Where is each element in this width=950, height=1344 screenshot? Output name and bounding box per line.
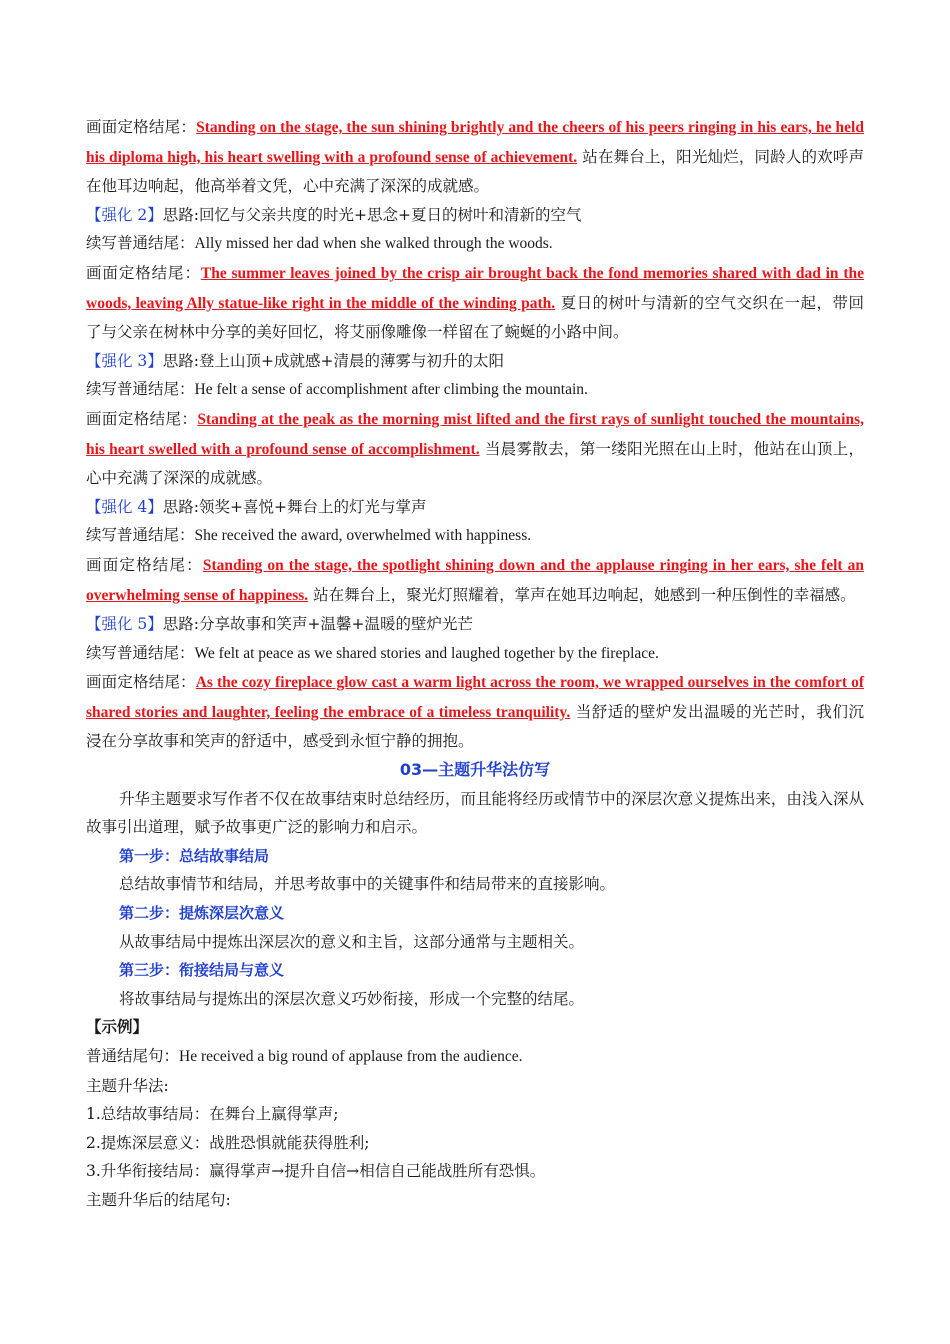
reinforce-5-freeze — [86, 668, 864, 756]
freeze-ending-chinese: 夏日的树叶与清新的空气交织在一起，带回了与父亲在树林中分享的美好回忆，将艾丽像雕像一样留在了蜿蜒的小路中间。 — [86, 293, 864, 342]
reinforce-tag: 【强化 4】 — [86, 497, 163, 516]
freeze-ending-label: 画面定格结尾： — [86, 263, 201, 282]
freeze-ending-chinese: 当舒适的壁炉发出温暖的光芒时，我们沉浸在分享故事和笑声的舒适中，感受到永恒宁静的拥抱。 — [86, 702, 864, 751]
step-1-title: 第一步：总结故事结局 — [119, 846, 270, 865]
reinforce-tag: 【强化 5】 — [86, 615, 163, 634]
example-plain — [86, 1042, 864, 1072]
plain-ending-text: We felt at peace as we shared stories and laughed together by the fireplace. — [194, 644, 659, 662]
freeze-ending-label: 画面定格结尾： — [86, 118, 197, 136]
reinforce-4-idea — [86, 493, 864, 522]
reinforce-3-idea — [86, 347, 864, 376]
plain-ending-text: He received a big round of applause from the audience. — [179, 1048, 523, 1065]
step-3-text: 将故事结局与提炼出的深层次意义巧妙衔接，形成一个完整的结尾。 — [119, 989, 585, 1008]
freeze-ending-chinese: 当晨雾散去，第一缕阳光照在山上时，他站在山顶上，心中充满了深深的成就感。 — [86, 439, 864, 488]
step-2-title: 第二步：提炼深层次意义 — [119, 904, 285, 923]
step-1-text: 总结故事情节和结局，并思考故事中的关键事件和结局带来的直接影响。 — [119, 875, 616, 894]
reinforce-3-plain — [86, 375, 864, 405]
reinforce-4-freeze — [86, 551, 864, 610]
freeze-ending-english: The summer leaves joined by the crisp air brought back the fond memories shared with dad in the woods, leaving Ally statue-like right in the middle of the winding path. — [86, 264, 864, 312]
plain-ending-label: 续写普通结尾： — [86, 234, 195, 253]
example-final-label: 主题升华后的结尾句: — [86, 1190, 231, 1209]
example-tag: 【示例】 — [86, 1017, 149, 1037]
example-item-2: 2.提炼深层意义：战胜恐惧就能获得胜利; — [86, 1133, 370, 1152]
reinforce-4-plain — [86, 521, 864, 551]
idea-text: 思路:分享故事和笑声+温馨+温暖的壁炉光芒 — [162, 615, 473, 634]
plain-ending-text: She received the award, overwhelmed with happiness. — [194, 527, 532, 545]
section-title: 03—主题升华法仿写 — [399, 760, 551, 780]
reinforce-2-plain — [86, 229, 864, 259]
plain-ending-label: 续写普通结尾： — [86, 526, 195, 545]
freeze-ending-english: Standing on the stage, the spotlight shining down and the applause ringing in her ears, she felt an overwhelming sense of happiness. — [86, 556, 864, 604]
plain-ending-label: 普通结尾句： — [86, 1047, 180, 1065]
reinforce-tag: 【强化 2】 — [86, 205, 163, 224]
section-intro: 升华主题要求写作者不仅在故事结束时总结经历，而且能将经历或情节中的深层次意义提炼出来，由浅入深从故事引出道理，赋予故事更广泛的影响力和启示。 — [86, 789, 864, 837]
freeze-ending-english: Standing on the stage, the sun shining brightly and the cheers of his peers ringing in his ears, he held his diploma high, his heart swelling with a profound sense of achievement. — [86, 119, 864, 166]
freeze-ending-english: Standing at the peak as the morning mist lifted and the first rays of sunlight touched the mountains, his heart swelled with a profound sense of accomplishment. — [86, 410, 864, 458]
idea-text: 思路:领奖+喜悦+舞台上的灯光与掌声 — [162, 497, 427, 516]
example-item-3: 3.升华衔接结局：赢得掌声→提升自信→相信自己能战胜所有恐惧。 — [86, 1162, 546, 1181]
freeze-ending-chinese: 站在舞台上，阳光灿烂，同龄人的欢呼声在他耳边响起，他高举着文凭，心中充满了深深的成就感。 — [86, 147, 864, 196]
example-item-1: 1.总结故事结局：在舞台上赢得掌声; — [86, 1105, 339, 1124]
reinforce-5-plain — [86, 639, 864, 669]
freeze-ending-label: 画面定格结尾： — [86, 555, 203, 574]
freeze-ending-english: As the cozy fireplace glow cast a warm light across the room, we wrapped ourselves in the comfort of shared stories and laughter, feeling the embrace of a timeless tranquility. — [86, 674, 864, 721]
reinforce-5-idea — [86, 610, 864, 639]
freeze-ending-label: 画面定格结尾： — [86, 673, 196, 692]
reinforce-tag: 【强化 3】 — [86, 351, 163, 370]
reinforce-2-idea — [86, 201, 864, 230]
freeze-ending-paragraph-1 — [86, 113, 864, 201]
step-3-title: 第三步：衔接结局与意义 — [119, 961, 285, 980]
step-2-text: 从故事结局中提炼出深层次的意义和主旨，这部分通常与主题相关。 — [119, 932, 585, 951]
plain-ending-label: 续写普通结尾： — [86, 643, 195, 662]
reinforce-2-freeze — [86, 259, 864, 347]
idea-text: 思路:登上山顶+成就感+清晨的薄雾与初升的太阳 — [162, 351, 504, 370]
plain-ending-text: Ally missed her dad when she walked through the woods. — [194, 235, 553, 253]
idea-text: 思路:回忆与父亲共度的时光+思念+夏日的树叶和清新的空气 — [162, 205, 582, 224]
example-method: 主题升华法: — [86, 1076, 169, 1095]
freeze-ending-label: 画面定格结尾： — [86, 409, 198, 428]
plain-ending-label: 续写普通结尾： — [86, 380, 195, 399]
plain-ending-text: He felt a sense of accomplishment after climbing the mountain. — [194, 381, 588, 399]
reinforce-3-freeze — [86, 405, 864, 493]
freeze-ending-chinese: 站在舞台上，聚光灯照耀着，掌声在她耳边响起，她感到一种压倒性的幸福感。 — [313, 585, 856, 604]
document-page — [86, 113, 864, 1215]
